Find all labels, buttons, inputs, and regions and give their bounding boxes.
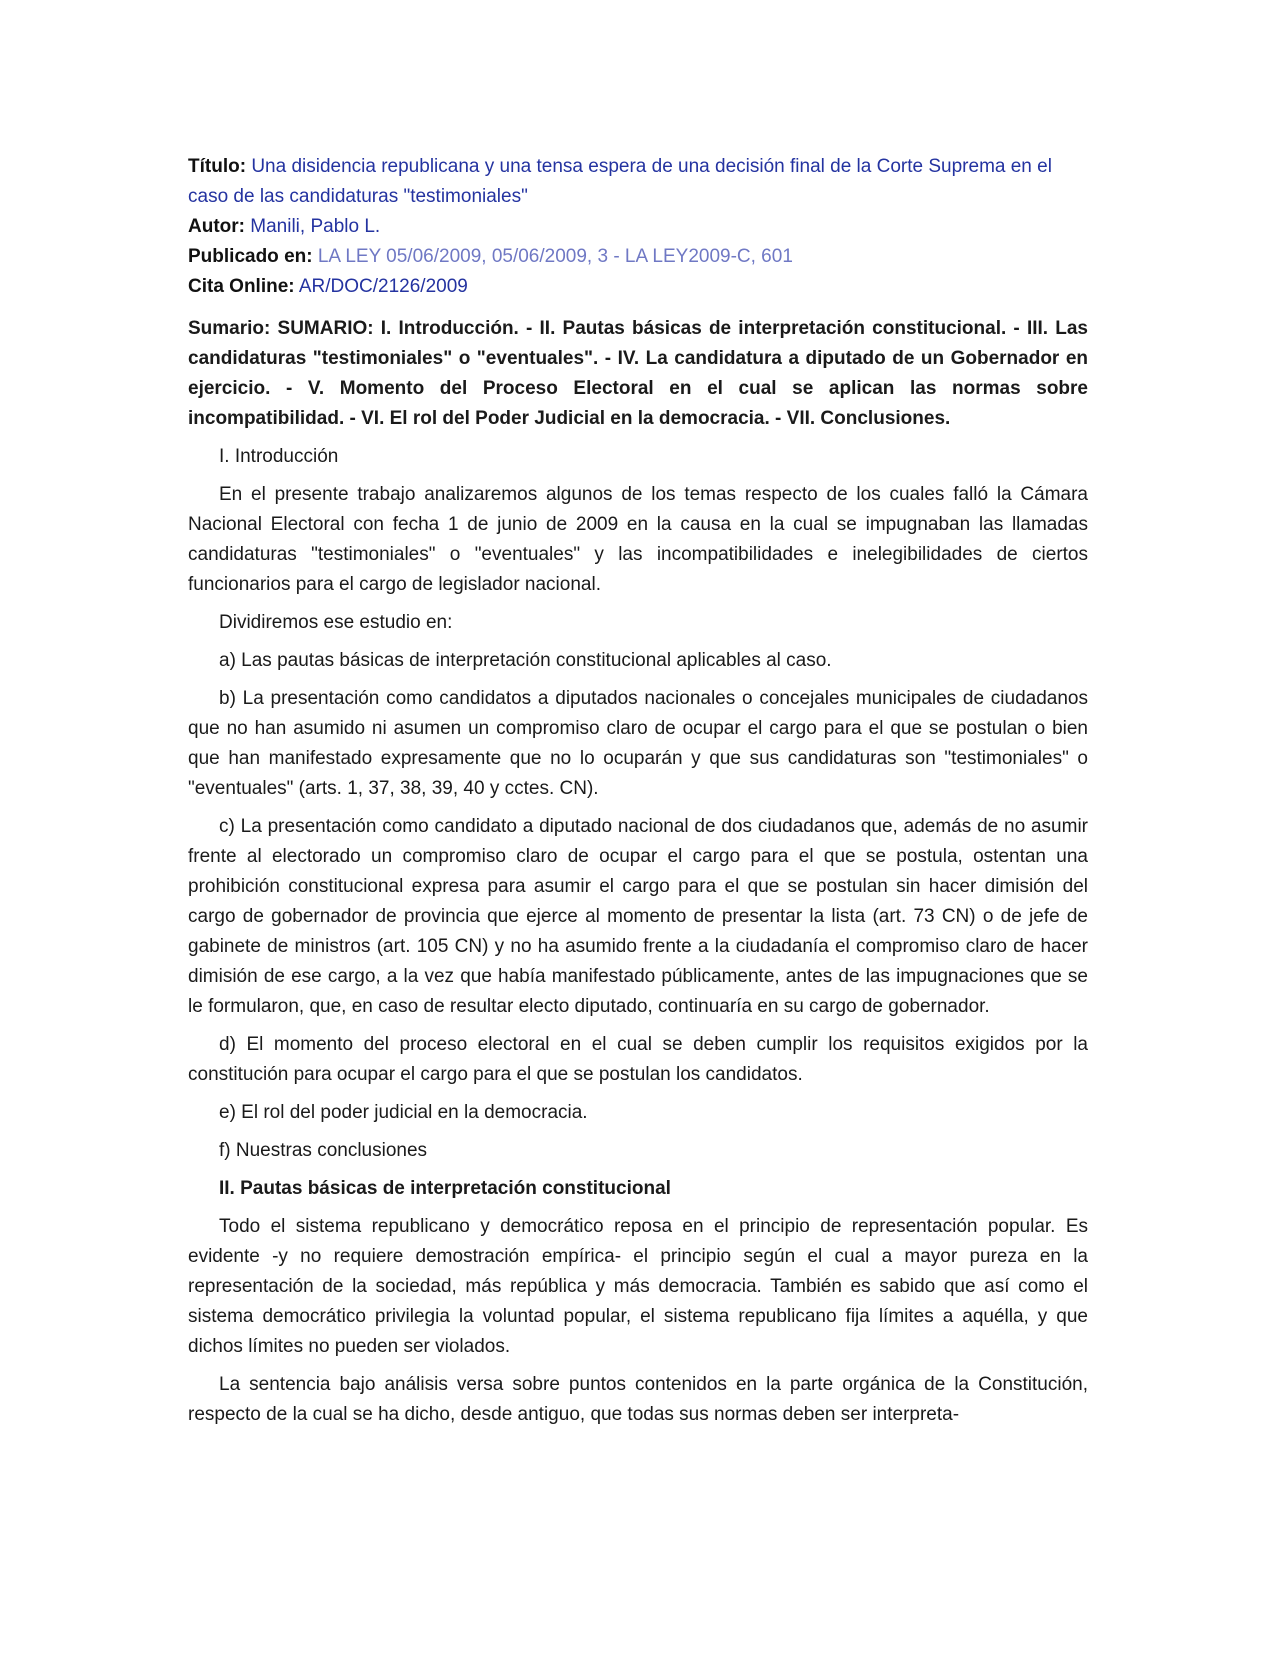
title-label: Título: xyxy=(188,156,247,177)
list-item-f: f) Nuestras conclusiones xyxy=(219,1140,428,1161)
cita-row xyxy=(188,272,1088,302)
author-value: Manili, Pablo L. xyxy=(250,216,381,237)
section-2-heading: II. Pautas básicas de interpretación constitucional xyxy=(219,1178,671,1199)
cita-value: AR/DOC/2126/2009 xyxy=(298,276,468,297)
list-item-c: c) La presentación como candidato a diputado nacional de dos ciudadanos que, además de no asumir frente al electorado un compromiso claro de ocupar el cargo para el que se postula, ostentan una prohibición constitucional expresa para asumir el cargo para el que se postulan sin hacer dimisión del cargo de gobernador de provincia que ejerce al momento de presentar la lista (art. 73 CN) o de jefe de gabinete de ministros (art. 105 CN) y no ha asumido frente a la ciudadanía el compromiso claro de hacer dimisión de ese cargo, a la vez que había manifestado públicamente, antes de las impugnaciones que se le formularon, que, en caso de resultar electo diputado, continuaría en su cargo de gobernador. xyxy=(188,816,1088,1017)
paragraph-4: La sentencia bajo análisis versa sobre puntos contenidos en la parte orgánica de la Constitución, respecto de la cual se ha dicho, desde antiguo, que todas sus normas deben ser interpreta- xyxy=(188,1374,1088,1425)
paragraph-1: En el presente trabajo analizaremos algunos de los temas respecto de los cuales falló la Cámara Nacional Electoral con fecha 1 de junio de 2009 en la causa en la cual se impugnaban las llamadas candidaturas "testimoniales" o "eventuales" y las incompatibilidades e inelegibilidades de ciertos funcionarios para el cargo de legislador nacional. xyxy=(188,484,1088,595)
list-item-b: b) La presentación como candidatos a diputados nacionales o concejales municipales de ciudadanos que no han asumido ni asumen un compromiso claro de ocupar el cargo para el que se postulan o bien que han manifestado expresamente que no lo ocuparán y que sus candidaturas son "testimoniales" o "eventuales" (arts. 1, 37, 38, 39, 40 y cctes. CN). xyxy=(188,688,1088,799)
list-item-e: e) El rol del poder judicial en la democracia. xyxy=(219,1102,588,1123)
author-row xyxy=(188,212,1088,242)
published-value: LA LEY 05/06/2009, 05/06/2009, 3 - LA LEY2009-C, 601 xyxy=(317,246,793,267)
author-label: Autor: xyxy=(188,216,245,237)
published-label: Publicado en: xyxy=(188,246,313,267)
paragraph-2: Dividiremos ese estudio en: xyxy=(219,612,453,633)
document-metadata xyxy=(188,152,1088,302)
paragraph-3: Todo el sistema republicano y democrático reposa en el principio de representación popular. Es evidente -y no requiere demostración empírica- el principio según el cual a mayor pureza en la representación de la sociedad, más república y más democracia. También es sabido que así como el sistema democrático privilegia la voluntad popular, el sistema republicano fija límites a aquélla, y que dichos límites no pueden ser violados. xyxy=(188,1216,1088,1357)
title-row xyxy=(188,152,1088,212)
summary: Sumario: SUMARIO: I. Introducción. - II. Pautas básicas de interpretación constitucional. - III. Las candidaturas "testimoniales" o "eventuales". - IV. La candidatura a diputado de un Gobernador en ejercicio. - V. Momento del Proceso Electoral en el cual se aplican las normas sobre incompatibilidad. - VI. El rol del Poder Judicial en la democracia. - VII. Conclusiones. xyxy=(188,318,1088,429)
title-value: Una disidencia republicana y una tensa espera de una decisión final de la Corte Suprema en el caso de las candidaturas "testimoniales" xyxy=(188,156,1052,207)
intro-heading: I. Introducción xyxy=(219,446,339,467)
cita-label: Cita Online: xyxy=(188,276,295,297)
list-item-d: d) El momento del proceso electoral en el cual se deben cumplir los requisitos exigidos por la constitución para ocupar el cargo para el que se postulan los candidatos. xyxy=(188,1034,1088,1085)
list-item-a: a) Las pautas básicas de interpretación constitucional aplicables al caso. xyxy=(219,650,832,671)
published-row xyxy=(188,242,1088,272)
document-page xyxy=(188,152,1088,1430)
